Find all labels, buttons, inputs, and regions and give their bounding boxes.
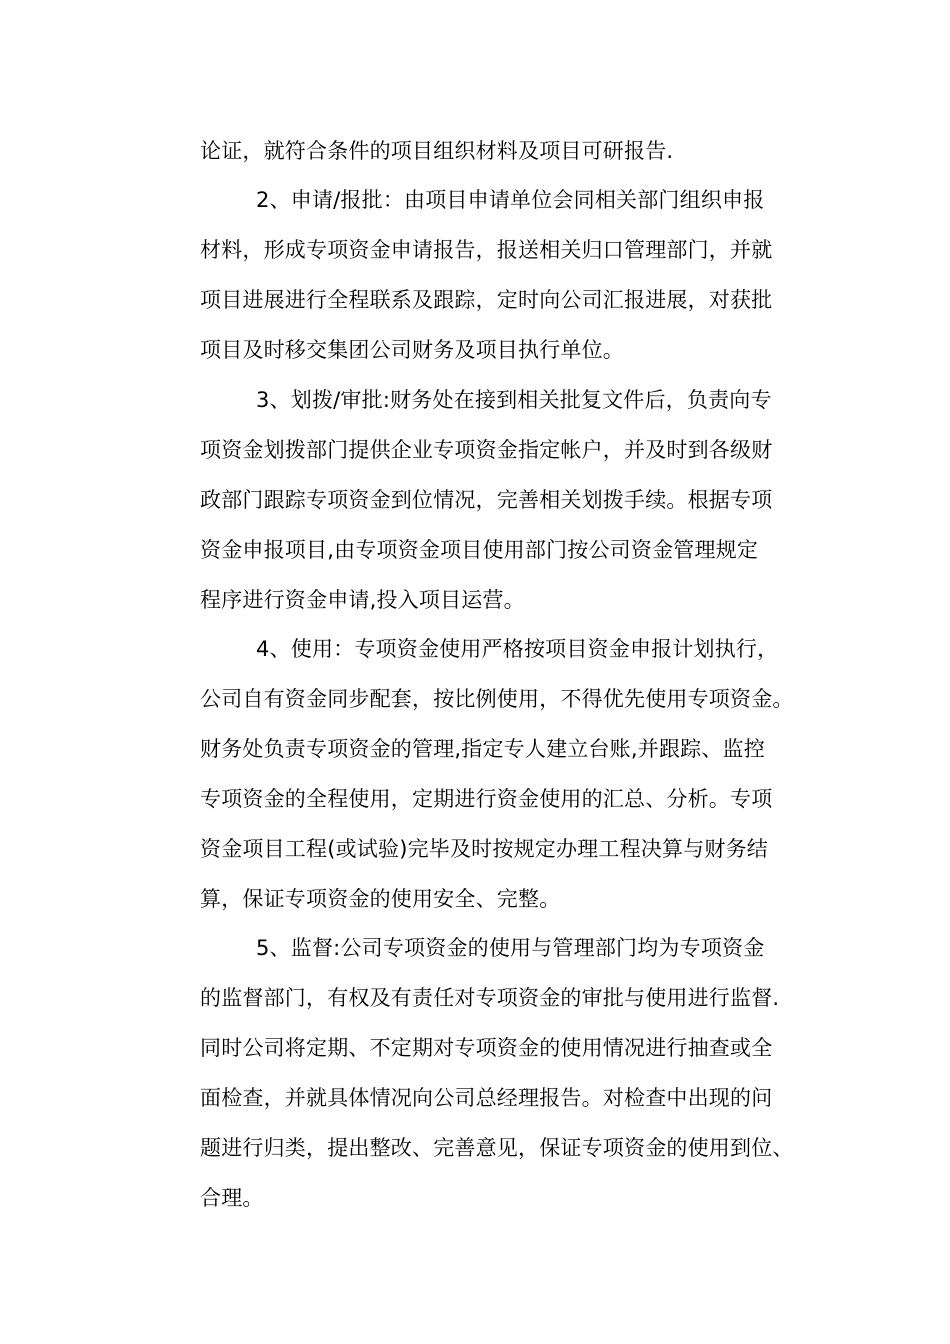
paragraph-line: 材料，形成专项资金申请报告，报送相关归口管理部门，并就 bbox=[200, 238, 773, 262]
paragraph-line: 同时公司将定期、不定期对专项资金的使用情况进行抽查或全 bbox=[200, 1036, 773, 1060]
paragraph-line: 5、监督:公司专项资金的使用与管理部门均为专项资金 bbox=[256, 936, 765, 960]
paragraph-line: 3、划拨/审批:财务处在接到相关批复文件后，负责向专 bbox=[256, 388, 772, 412]
paragraph-line: 项资金划拨部门提供企业专项资金指定帐户，并及时到各级财 bbox=[200, 438, 773, 462]
paragraph-line: 公司自有资金同步配套，按比例使用，不得优先使用专项资金。 bbox=[200, 687, 794, 711]
paragraph-line: 程序进行资金申请,投入项目运营。 bbox=[200, 588, 525, 612]
paragraph-line: 资金申报项目,由专项资金项目使用部门按公司资金管理规定 bbox=[200, 538, 759, 562]
paragraph-line: 2、申请/报批：由项目申请单位会同相关部门组织申报 bbox=[256, 188, 765, 212]
paragraph-line: 4、使用：专项资金使用严格按项目资金申报计划执行， bbox=[256, 637, 779, 661]
paragraph-line: 题进行归类，提出整改、完善意见，保证专项资金的使用到位、 bbox=[200, 1136, 794, 1160]
paragraph-line: 专项资金的全程使用，定期进行资金使用的汇总、分析。专项 bbox=[200, 787, 773, 811]
paragraph-line: 论证，就符合条件的项目组织材料及项目可研报告. bbox=[200, 139, 674, 163]
paragraph-line: 面检查，并就具体情况向公司总经理报告。对检查中出现的问 bbox=[200, 1086, 773, 1110]
paragraph-line: 算，保证专项资金的使用安全、完整。 bbox=[200, 887, 561, 911]
paragraph-line: 资金项目工程(或试验)完毕及时按规定办理工程决算与财务结 bbox=[200, 837, 768, 861]
paragraph-line: 政部门跟踪专项资金到位情况，完善相关划拨手续。根据专项 bbox=[200, 488, 773, 512]
paragraph-line: 项目进展进行全程联系及跟踪，定时向公司汇报进展，对获批 bbox=[200, 288, 773, 312]
paragraph-line: 财务处负责专项资金的管理,指定专人建立台账,并跟踪、监控 bbox=[200, 737, 765, 761]
paragraph-line: 项目及时移交集团公司财务及项目执行单位。 bbox=[200, 338, 624, 362]
paragraph-line: 合理。 bbox=[200, 1186, 264, 1210]
paragraph-line: 的监督部门，有权及有责任对专项资金的审批与使用进行监督. bbox=[200, 986, 780, 1010]
